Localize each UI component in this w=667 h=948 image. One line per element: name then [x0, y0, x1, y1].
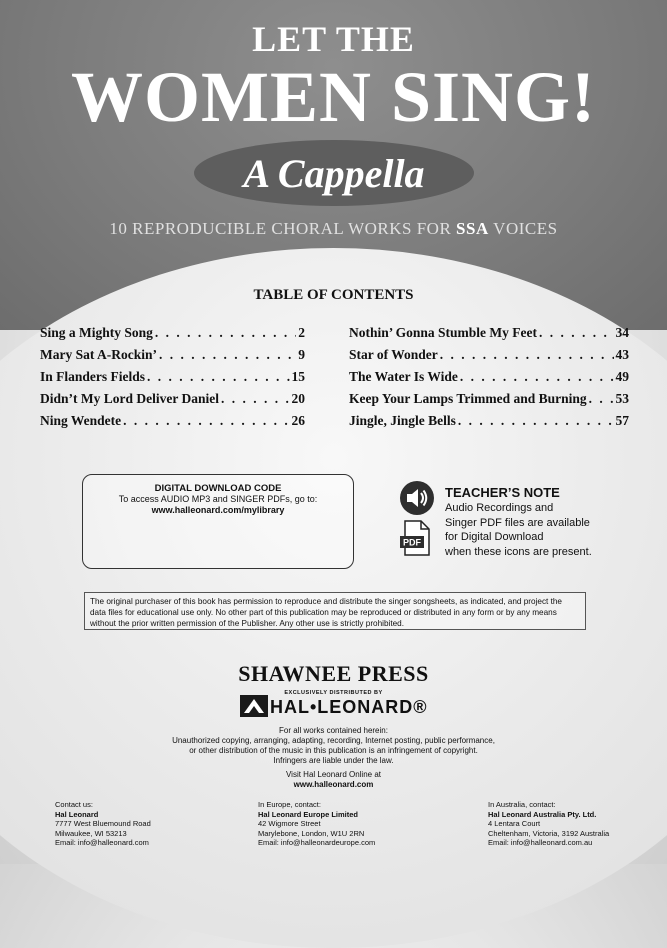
download-url[interactable]: www.halleonard.com/mylibrary	[151, 505, 285, 515]
visit-url[interactable]: www.halleonard.com	[293, 780, 374, 789]
teacher-note-title: TEACHER’S NOTE	[445, 485, 560, 500]
toc-entry-title: Ning Wendete	[40, 413, 122, 428]
publisher-logo: SHAWNEE PRESS	[238, 661, 429, 686]
toc-entry-title: Star of Wonder	[349, 347, 438, 362]
contact-email[interactable]: Email: info@halleonardeurope.com	[258, 838, 376, 847]
contact-name: Hal Leonard Europe Limited	[258, 809, 359, 819]
toc-entry	[349, 369, 629, 391]
toc-entry-page: 15	[291, 369, 305, 384]
toc-entry	[349, 391, 629, 413]
toc-entry-title: In Flanders Fields	[40, 369, 146, 384]
notice-line: or other distribution of the music in this publication is an infringement of copyright.	[189, 746, 478, 755]
contact-address: 7777 West Bluemound Road	[55, 819, 151, 828]
contact-label: In Europe, contact:	[258, 800, 321, 809]
toc-leader	[460, 369, 614, 385]
toc-entry-page: 9	[298, 347, 305, 362]
toc-entry	[40, 369, 305, 391]
pdf-file-icon	[399, 520, 433, 556]
notice-line: Unauthorized copying, arranging, adapting, recording, Internet posting, public performance,	[172, 736, 495, 745]
contact-address: Marylebone, London, W1U 2RN	[258, 828, 365, 838]
toc-entry	[40, 347, 305, 369]
audio-speaker-icon	[399, 480, 435, 516]
toc-leader	[458, 413, 614, 429]
toc-leader	[123, 413, 289, 429]
contact-label: Contact us:	[55, 800, 93, 809]
contact-name: Hal Leonard	[55, 809, 99, 819]
title-line-2: WOMEN SING!	[70, 57, 597, 137]
pdf-icon-label: PDF	[403, 537, 421, 548]
contact-email[interactable]: Email: info@halleonard.com.au	[488, 838, 593, 847]
toc-entry-title: Sing a Mighty Song	[40, 325, 153, 340]
teacher-note-body	[445, 501, 592, 559]
contact-address: Cheltenham, Victoria, 3192 Australia	[488, 828, 610, 838]
subtitle	[0, 219, 667, 239]
subtitle-post: VOICES	[493, 219, 558, 238]
toc-entry-title: Mary Sat A-Rockin’	[40, 347, 157, 362]
toc-entry-page: 43	[615, 347, 629, 362]
distributed-by-label: EXCLUSIVELY DISTRIBUTED BY	[284, 690, 383, 696]
subtitle-pre: 10 REPRODUCIBLE CHORAL WORKS FOR	[109, 219, 452, 238]
toc-entry	[349, 413, 629, 435]
toc-leader	[155, 325, 296, 341]
toc-entry-page: 57	[615, 413, 629, 428]
toc-column-left	[40, 325, 305, 435]
teacher-note-line: when these icons are present.	[445, 545, 592, 558]
teacher-note-line: Audio Recordings and	[445, 502, 554, 514]
contact-europe	[258, 800, 375, 848]
toc-leader	[147, 369, 289, 385]
contact-email[interactable]: Email: info@halleonard.com	[55, 838, 149, 847]
toc-entry	[349, 347, 629, 369]
toc-leader	[440, 347, 614, 363]
contact-us	[55, 800, 151, 848]
toc-entry-page: 20	[291, 391, 305, 406]
toc-entry-title: Nothin’ Gonna Stumble My Feet	[349, 325, 537, 340]
contact-australia	[488, 800, 609, 848]
download-heading: DIGITAL DOWNLOAD CODE	[154, 483, 282, 494]
download-code-box	[82, 474, 354, 569]
toc-entry-title: Keep Your Lamps Trimmed and Burning	[349, 391, 587, 406]
toc-entry-page: 34	[615, 325, 629, 340]
toc-title: TABLE OF CONTENTS	[253, 287, 414, 303]
distributor-name: HAL•LEONARD®	[270, 697, 428, 717]
subtitle-voicing: SSA	[456, 219, 489, 238]
copyright-notice	[0, 726, 667, 766]
title-line-1: LET THE	[252, 19, 415, 59]
toc-column-right	[349, 325, 629, 435]
visit-online	[0, 770, 667, 790]
toc-entry-title: Didn’t My Lord Deliver Daniel	[40, 391, 219, 406]
download-instructions: To access AUDIO MP3 and SINGER PDFs, go to:	[118, 494, 318, 504]
toc-entry-page: 49	[615, 369, 629, 384]
title-badge-text: A Cappella	[243, 150, 425, 196]
toc-entry	[40, 391, 305, 413]
title-badge	[194, 140, 474, 206]
toc-entry-page: 26	[291, 413, 305, 428]
toc-entry-title: The Water Is Wide	[349, 369, 458, 384]
hal-leonard-logo-icon	[240, 695, 268, 717]
toc-leader	[221, 391, 290, 407]
contact-address: 42 Wigmore Street	[258, 819, 321, 828]
toc-entry-page: 2	[298, 325, 305, 340]
contact-name: Hal Leonard Australia Pty. Ltd.	[488, 809, 597, 819]
toc-leader	[159, 347, 296, 363]
toc-entry	[40, 325, 305, 347]
teacher-note-line: Singer PDF files are available	[445, 516, 590, 529]
contact-address: 4 Lentara Court	[488, 819, 541, 828]
toc-entry	[349, 325, 629, 347]
notice-line: For all works contained herein:	[279, 726, 388, 735]
notice-line: Infringers are liable under the law.	[273, 756, 394, 765]
toc-entry	[40, 413, 305, 435]
contact-label: In Australia, contact:	[488, 800, 556, 809]
teacher-note-line: for Digital Download	[445, 531, 544, 543]
toc-entry-title: Jingle, Jingle Bells	[349, 413, 456, 428]
legal-notice: The original purchaser of this book has permission to reproduce and distribute the singer songsheets, as indicated, and project the data files for educational use only. No other part of this publication may be reproduced or distributed in any form or by any means without the prior written permission of the Publisher. Any other use is strictly prohibited.	[84, 592, 586, 630]
visit-label: Visit Hal Leonard Online at	[285, 770, 382, 779]
toc-leader	[589, 391, 614, 407]
toc-entry-page: 53	[615, 391, 629, 406]
toc-leader	[539, 325, 614, 341]
contact-address: Milwaukee, WI 53213	[55, 828, 127, 838]
